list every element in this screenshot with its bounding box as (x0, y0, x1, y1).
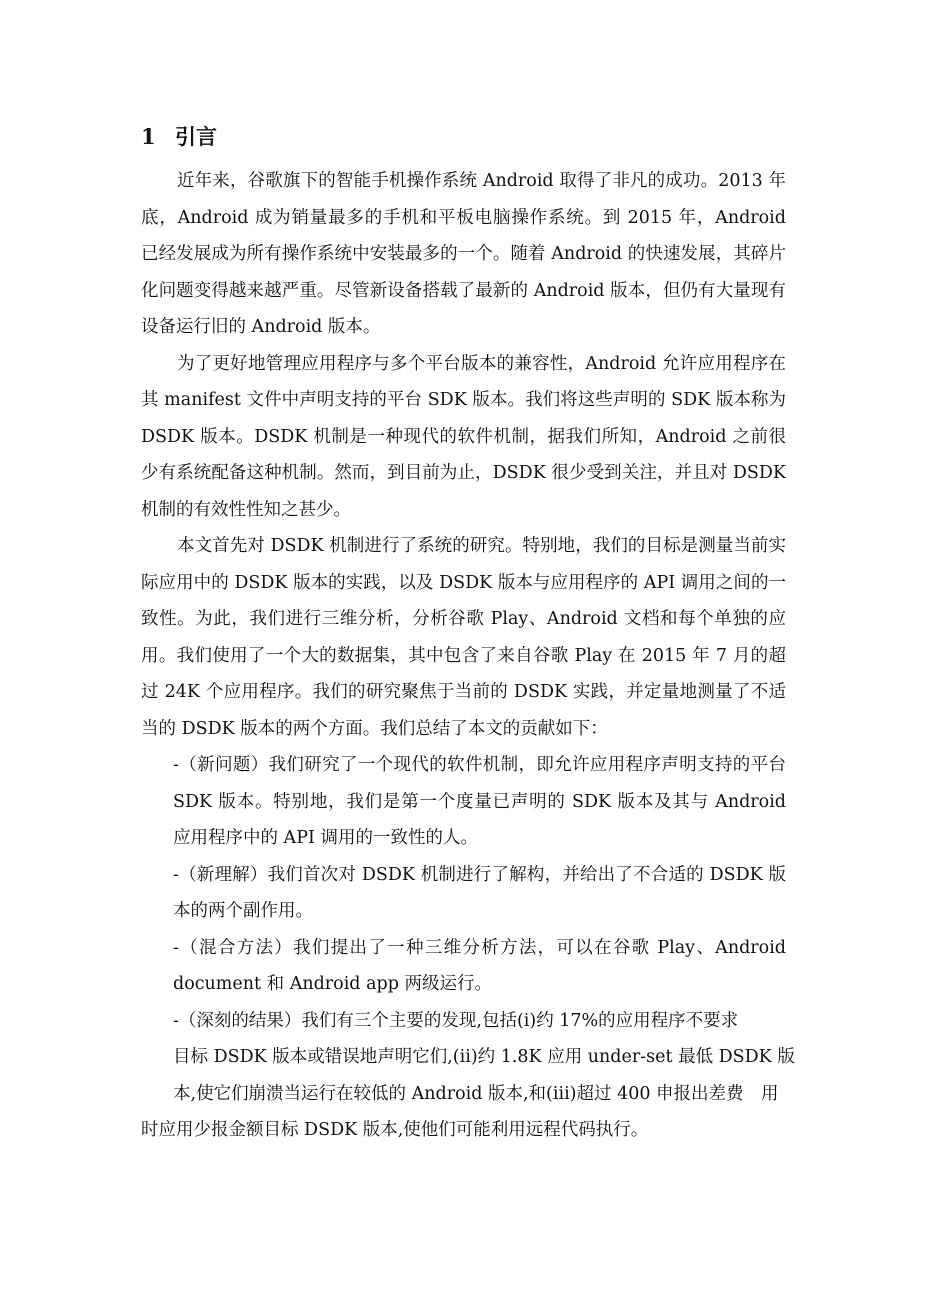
contribution-hybrid-method: -（混合方法）我们提出了一种三维分析方法，可以在谷歌 Play、Android document 和 Android app 两级运行。 (173, 937, 786, 994)
paragraph-intro: 近年来，谷歌旗下的智能手机操作系统 Android 取得了非凡的成功。2013 年底，Android 成为销量最多的手机和平板电脑操作系统。到 2015 年，Android 已经发展成为所有操作系统中安装最多的一个。随着 Android 的快速发展，其碎片化问题变得越来越严重。尽管新设备搭载了最新的 Android 版本，但仍有大量现有设备运行旧的 Android 版本。 (141, 171, 786, 337)
contribution-results-line: 目标 DSDK 版本或错误地声明它们,(ii)约 1.8K 应用 under-set 最低 DSDK 版 (173, 1047, 795, 1067)
contribution-insightful-results (141, 1003, 795, 1149)
contribution-results-line: 时应用少报金额目标 DSDK 版本,使他们可能利用远程代码执行。 (141, 1120, 649, 1140)
contribution-new-problem: -（新问题）我们研究了一个现代的软件机制，即允许应用程序声明支持的平台 SDK 版本。特别地，我们是第一个度量已声明的 SDK 版本及其与 Android 应用程序中的 API 调用的一致性的人。 (173, 755, 786, 848)
section-number: 1 (141, 124, 156, 149)
contribution-results-line: -（深刻的结果）我们有三个主要的发现,包括(i)约 17%的应用程序不要求 (173, 1010, 739, 1031)
contribution-results-line: 本,使它们崩溃当运行在较低的 Android 版本,和(iii)超过 400 申报出差费 用 (173, 1083, 779, 1104)
body-text (141, 163, 795, 1149)
section-title: 引言 (175, 124, 217, 149)
paragraph-dsdk-definition: 为了更好地管理应用程序与多个平台版本的兼容性，Android 允许应用程序在其 manifest 文件中声明支持的平台 SDK 版本。我们将这些声明的 SDK 版本称为 DSDK 版本。DSDK 机制是一种现代的软件机制，据我们所知，Android 之前很少有系统配备这种机制。然而，到目前为止，DSDK 很少受到关注，并且对 DSDK 机制的有效性性知之甚少。 (141, 353, 786, 520)
section-heading (141, 122, 217, 152)
contribution-new-understanding: -（新理解）我们首次对 DSDK 机制进行了解构，并给出了不合适的 DSDK 版本的两个副作用。 (173, 864, 786, 921)
paragraph-study-overview: 本文首先对 DSDK 机制进行了系统的研究。特别地，我们的目标是测量当前实际应用中的 DSDK 版本的实践，以及 DSDK 版本与应用程序的 API 调用之间的一致性。为此，我们进行三维分析，分析谷歌 Play、Android 文档和每个单独的应用。我们使用了一个大的数据集，其中包含了来自谷歌 Play 在 2015 年 7 月的超过 24K 个应用程序。我们的研究聚焦于当前的 DSDK 实践，并定量地测量了不适当的 DSDK 版本的两个方面。我们总结了本文的贡献如下： (141, 536, 786, 739)
